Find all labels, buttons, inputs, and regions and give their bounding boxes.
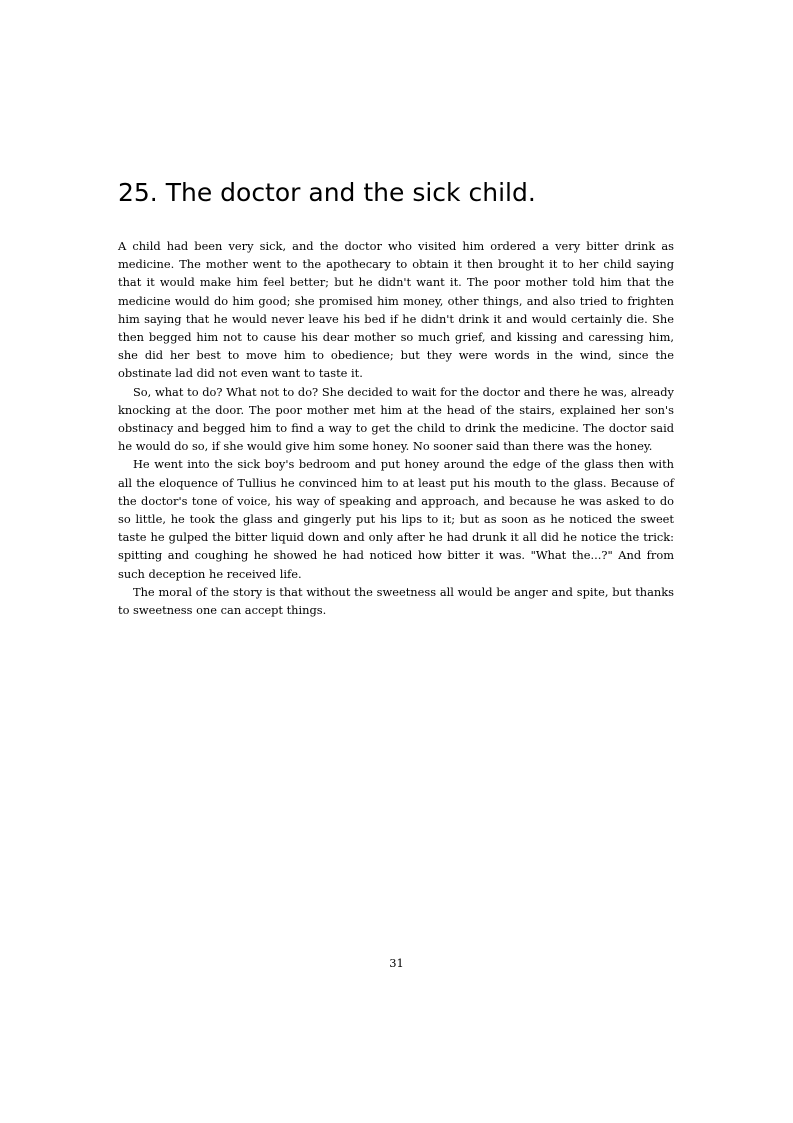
chapter-title: 25. The doctor and the sick child. bbox=[118, 178, 536, 207]
page-number: 31 bbox=[389, 956, 404, 970]
paragraph-1: A child had been very sick, and the doctor who visited him ordered a very bitter drink as medicine. The mother went to the apothecary to obtain it then brought it to her child saying that it would make him feel better; but he didn't want it. The poor mother told him that the medicine would do him good; she promised him money, other things, and also tried to frighten him saying that he would never leave his bed if he didn't drink it and would certainly die. She then begged him not to cause his dear mother so much grief, and kissing and caressing him, she did her best to move him to obedience; but they were words in the wind, since the obstinate lad did not even want to taste it. bbox=[118, 239, 674, 381]
paragraph-2: So, what to do? What not to do? She decided to wait for the doctor and there he was, already knocking at the door. The poor mother met him at the head of the stairs, explained her son's obstinacy and begged him to find a way to get the child to drink the medicine. The doctor said he would do so, if she would give him some honey. No sooner said than there was the honey. bbox=[118, 384, 674, 454]
paragraph-4: The moral of the story is that without the sweetness all would be anger and spite, but thanks to sweetness one can accept things. bbox=[118, 584, 674, 618]
story-body bbox=[118, 237, 674, 619]
paragraph-3: He went into the sick boy's bedroom and put honey around the edge of the glass then with all the eloquence of Tullius he convinced him to at least put his mouth to the glass. Because of the doctor's tone of voice, his way of speaking and approach, and because he was asked to do so little, he took the glass and gingerly put his lips to it; but as soon as he noticed the sweet taste he gulped the bitter liquid down and only after he had drunk it all did he notice the trick: spitting and coughing he showed he had noticed how bitter it was. "What the...?" And from such deception he received life. bbox=[118, 457, 674, 581]
